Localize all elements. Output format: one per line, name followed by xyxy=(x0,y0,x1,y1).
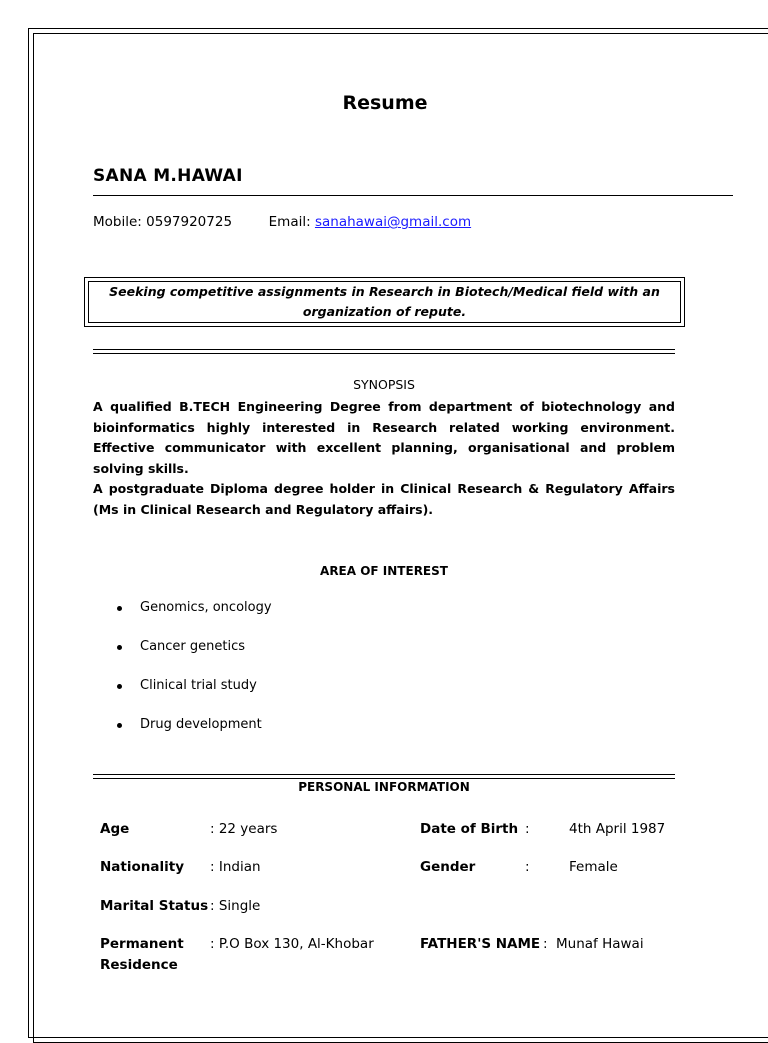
bullet-icon xyxy=(117,684,122,689)
list-item xyxy=(100,678,272,717)
contact-line xyxy=(93,214,471,230)
interest-item-label: Drug development xyxy=(140,717,262,732)
nationality-value: : Indian xyxy=(210,859,261,875)
mobile-label: Mobile: xyxy=(93,214,142,230)
interest-item-label: Genomics, oncology xyxy=(140,600,272,615)
age-label: Age xyxy=(100,821,130,837)
mobile-number: 0597920725 xyxy=(146,214,233,230)
list-item xyxy=(100,717,272,756)
email-link[interactable]: sanahawai@gmail.com xyxy=(314,214,472,230)
dob-label: Date of Birth xyxy=(420,821,519,837)
interest-list xyxy=(100,600,272,756)
synopsis-heading: SYNOPSIS xyxy=(353,377,415,392)
synopsis-body xyxy=(93,397,675,520)
synopsis-paragraph-2: A postgraduate Diploma degree holder in Clinical Research & Regulatory Affairs (Ms in Clinical Research and Regulatory affairs). xyxy=(93,481,675,517)
objective-line-2: organization of repute. xyxy=(302,304,467,319)
residence-label-line-2: Residence xyxy=(100,957,178,973)
document-title: Resume xyxy=(342,92,428,114)
marital-status-value: : Single xyxy=(210,898,261,914)
residence-label-line-1: Permanent xyxy=(100,936,184,952)
dob-colon: : xyxy=(525,821,530,837)
candidate-name: SANA M.HAWAI xyxy=(93,166,243,186)
section-divider xyxy=(93,774,675,779)
email-label: Email: xyxy=(268,214,311,230)
father-name-label: FATHER'S NAME xyxy=(420,936,541,952)
gender-label: Gender xyxy=(420,859,476,875)
bullet-icon xyxy=(117,606,122,611)
gender-colon: : xyxy=(525,859,530,875)
dob-value: 4th April 1987 xyxy=(569,821,666,837)
residence-value: : P.O Box 130, Al-Khobar xyxy=(210,936,374,952)
name-divider xyxy=(93,195,733,196)
nationality-label: Nationality xyxy=(100,859,184,875)
bullet-icon xyxy=(117,645,122,650)
bullet-icon xyxy=(117,723,122,728)
section-divider xyxy=(93,349,675,354)
interest-item-label: Cancer genetics xyxy=(140,639,246,654)
age-value: : 22 years xyxy=(210,821,278,837)
synopsis-paragraph-1: A qualified B.TECH Engineering Degree from department of biotechnology and bioinformatics highly interested in Research related working environment. Effective communicator with excellent planning, organisational and problem solving skills. xyxy=(93,399,675,476)
objective-line-1: Seeking competitive assignments in Research in Biotech/Medical field with an xyxy=(109,284,660,299)
interest-item-label: Clinical trial study xyxy=(140,678,257,693)
marital-status-label: Marital Status xyxy=(100,898,209,914)
list-item xyxy=(100,600,272,639)
father-name-value: Munaf Hawai xyxy=(556,936,644,952)
objective-box xyxy=(88,281,681,323)
list-item xyxy=(100,639,272,678)
father-name-colon: : xyxy=(543,936,548,952)
personal-info-heading: PERSONAL INFORMATION xyxy=(298,780,470,794)
interest-heading: AREA OF INTEREST xyxy=(320,564,448,578)
gender-value: Female xyxy=(569,859,618,875)
